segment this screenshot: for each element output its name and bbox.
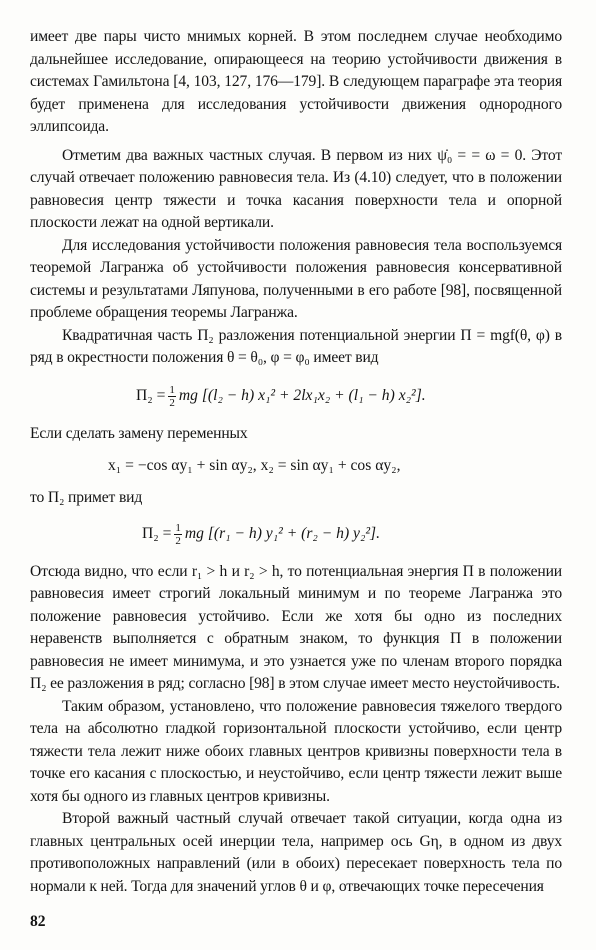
page-number: 82 [30,913,46,930]
paragraph-3: Для исследования устойчивости положения равновесия тела воспользуемся теоремой Лагранжа об устойчивости положения равновесия консервативной системы и результатами Ляпунова, полученными в его работе [98], посвященной проблеме обращения теоремы Лагранжа. [30,236,562,321]
equation-rhs: mg [(r₁ − h) y₁² + (r₂ − h) y₂²]. [184,525,381,542]
paragraph-7: Отсюда видно, что если r₁ > h и r₂ > h, то потенциальная энергия Π в положении равновесия имеет строгий локальный минимум и по теореме Лагранжа это положение равновесия устойчиво. Если же хотя бы одно из последних неравенств выполняется с обратным знаком, то функция Π в положении равновесия не имеет минимума, и это узнается уже по членам второго порядка Π₂ ее разложения в ряд; согласно [98] в этом случае имеет место неустойчивость. [30,562,562,692]
paragraph-9: Второй важный частный случай отвечает такой ситуации, когда одна из главных центральных осей инерции тела, например ось Gη, в одном из двух противоположных направлений (или в обоих) пересекает поверхность тела по нормали к ней. Тогда для значений углов θ и φ, отвечающих точке пересечения [30,810,562,895]
equation-lhs: Π₂ = [142,525,172,542]
equation-rhs: mg [(l₂ − h) x₁² + 2lx₁x₂ + (l₁ − h) x₂²]. [178,387,426,404]
fraction-one-half: $\frac{1}{2}$ [175,521,181,547]
equation-variable-substitution: x₁ = −cos αy₁ + sin αy₂, x₂ = sin αy₁ + cos αy₂, [108,457,401,474]
paragraph-8: Таким образом, установлено, что положение равновесия тяжелого твердого тела на абсолютно гладкой горизонтальной плоскости устойчиво, если центр тяжести тела лежит ниже обоих главных центров кривизны поверхности тела в точке его касания с плоскостью, и неустойчиво, если центр тяжести лежит выше хотя бы одного из главных центров кривизны. [30,697,562,805]
paragraph-1: имеет две пары чисто мнимых корней. В этом последнем случае необходимо дальнейшее исследование, опирающееся на теорию устойчивости движения в системах Гамильтона [4, 103, 127, 176—179]. В следующем параграфе эта теория будет применена для исследования устойчивости движения однородного эллипсоида. [30,28,562,135]
equation-potential-energy-quadratic [30,384,562,409]
paragraph-4: Квадратичная часть Π₂ разложения потенциальной энергии Π = mgf(θ, φ) в ряд в окрестности положения θ = θ₀, φ = φ₀ имеет вид [30,326,562,366]
equation-potential-energy-diagonal [30,522,562,547]
equation-lhs: Π₂ = [136,387,166,404]
fraction-one-half: $\frac{1}{2}$ [169,383,175,409]
paragraph-5: Если сделать замену переменных [30,424,248,442]
paragraph-6: то Π₂ примет вид [30,489,143,506]
paragraph-2: Отметим два важных частных случая. В первом из них ψ̇₀ = = ω = 0. Этот случай отвечает положению равновесия тела. Из (4.10) следует, что в положении равновесия центр тяжести и точка касания поверхности тела и опорной плоскости лежат на одной вертикали. [30,146,562,231]
